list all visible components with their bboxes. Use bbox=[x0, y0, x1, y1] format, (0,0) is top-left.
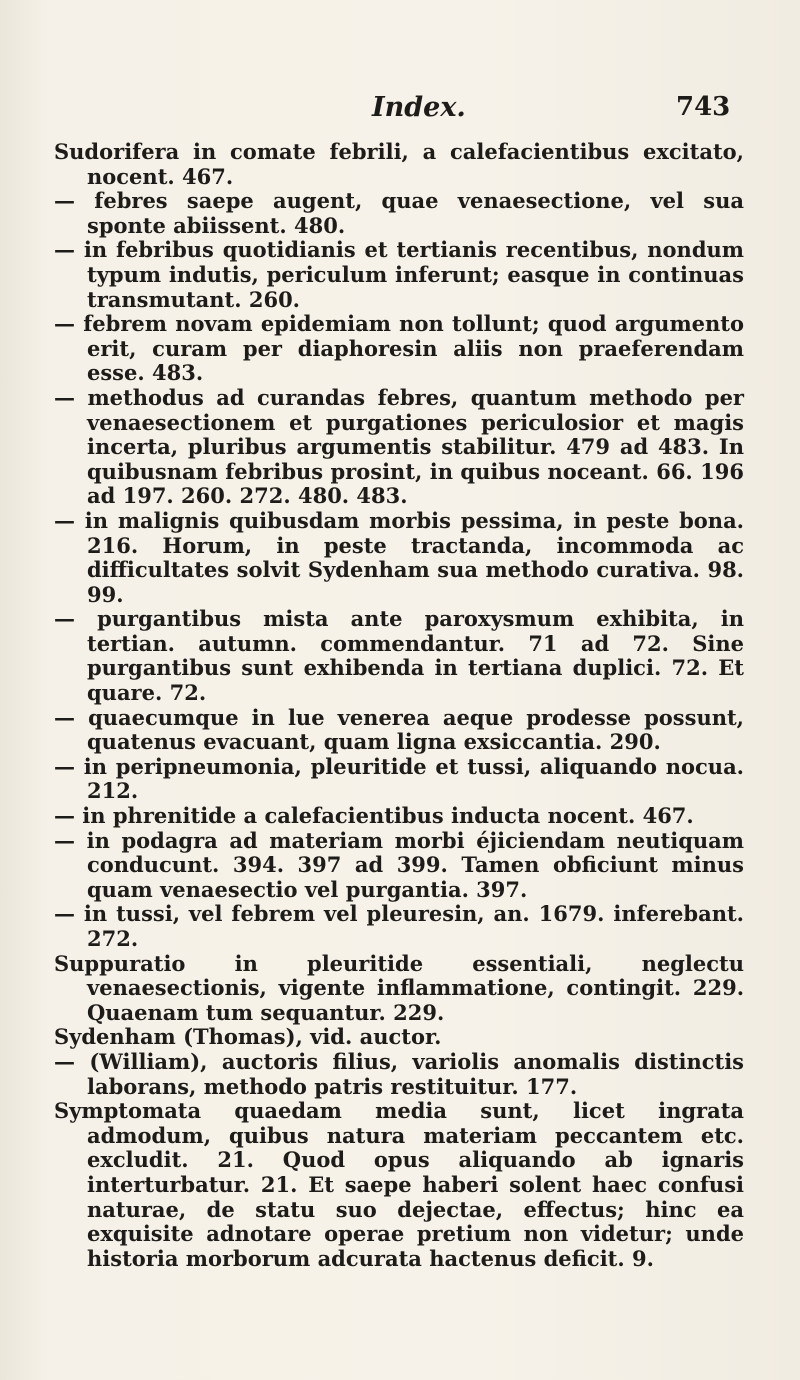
index-entry-phrenitide: — in phrenitide a calefacientibus inducta nocent. 467. bbox=[54, 803, 694, 829]
index-entry-sudorifera-comate: Sudorifera in comate febrili, a calefacientibus excitato, nocent. 467. bbox=[54, 139, 744, 189]
index-entries bbox=[54, 140, 744, 1271]
index-entry-symptomata: Symptomata quaedam media sunt, licet ingrata admodum, quibus natura materiam peccantem etc. excludit. 21. Quod opus aliquando ab ignaris interturbatur. 21. Et saepe haberi solent haec confusi naturae, de statu suo dejectae, effectus; hinc ea exquisite adnotare operae pretium non videtur; unde historia morborum adcurata hactenus deficit. 9. bbox=[54, 1098, 744, 1271]
running-title: Index. bbox=[372, 92, 466, 123]
index-entry-sydenham-william: — (William), auctoris filius, variolis anomalis distinctis laborans, methodo patris restituitur. 177. bbox=[54, 1048, 744, 1099]
index-entry-malignis: — in malignis quibusdam morbis pessima, in peste bona. 216. Horum, in peste tractanda, incommoda ac difficultates solvit Sydenham sua methodo curativa. 98. 99. bbox=[54, 507, 744, 607]
index-entry-methodus: — methodus ad curandas febres, quantum methodo per venaesectionem et purgationes periculosior et magis incerta, pluribus argumentis stabilitur. 479 ad 483. In quibusnam febribus prosint, in quibus noceant. 66. 196 ad 197. 260. 272. 480. 483. bbox=[54, 384, 744, 509]
index-entry-sydenham-thomas: Sydenham (Thomas), vid. auctor. bbox=[54, 1024, 442, 1050]
index-entry-peripneumonia: — in peripneumonia, pleuritide et tussi, aliquando nocua. 212. bbox=[54, 753, 744, 804]
index-entry-podagra: — in podagra ad materiam morbi éjiciendam neutiquam conducunt. 394. 397 ad 399. Tamen obficiunt minus quam venaesectio vel purgantia. 397. bbox=[54, 827, 744, 902]
page-header bbox=[0, 92, 800, 132]
index-entry-tussi: — in tussi, vel febrem vel pleuresin, an. 1679. inferebant. 272. bbox=[54, 901, 744, 951]
index-entry-suppuratio: Suppuratio in pleuritide essentiali, neglectu venaesectionis, vigente inflammatione, contingit. 229. Quaenam tum sequantur. 229. bbox=[54, 950, 744, 1025]
index-entry-purgantibus: — purgantibus mista ante paroxysmum exhibita, in tertian. autumn. commendantur. 71 ad 72. Sine purgantibus sunt exhibenda in tertiana duplici. 72. Et quare. 72. bbox=[54, 606, 744, 706]
index-entry-febrem-novam: — febrem novam epidemiam non tollunt; quod argumento erit, curam per diaphoresin aliis non praeferendam esse. 483. bbox=[54, 311, 744, 386]
page-number: 743 bbox=[676, 92, 731, 122]
index-entry-febres-augent: — febres saepe augent, quae venaesectione, vel sua sponte abiissent. 480. bbox=[54, 188, 744, 238]
index-entry-febribus-quotidianis: — in febribus quotidianis et tertianis recentibus, nondum typum indutis, periculum inferunt; easque in continuas transmutant. 260. bbox=[54, 237, 744, 312]
index-entry-lue-venerea: — quaecumque in lue venerea aeque prodesse possunt, quatenus evacuant, quam ligna exsiccantia. 290. bbox=[54, 704, 744, 755]
